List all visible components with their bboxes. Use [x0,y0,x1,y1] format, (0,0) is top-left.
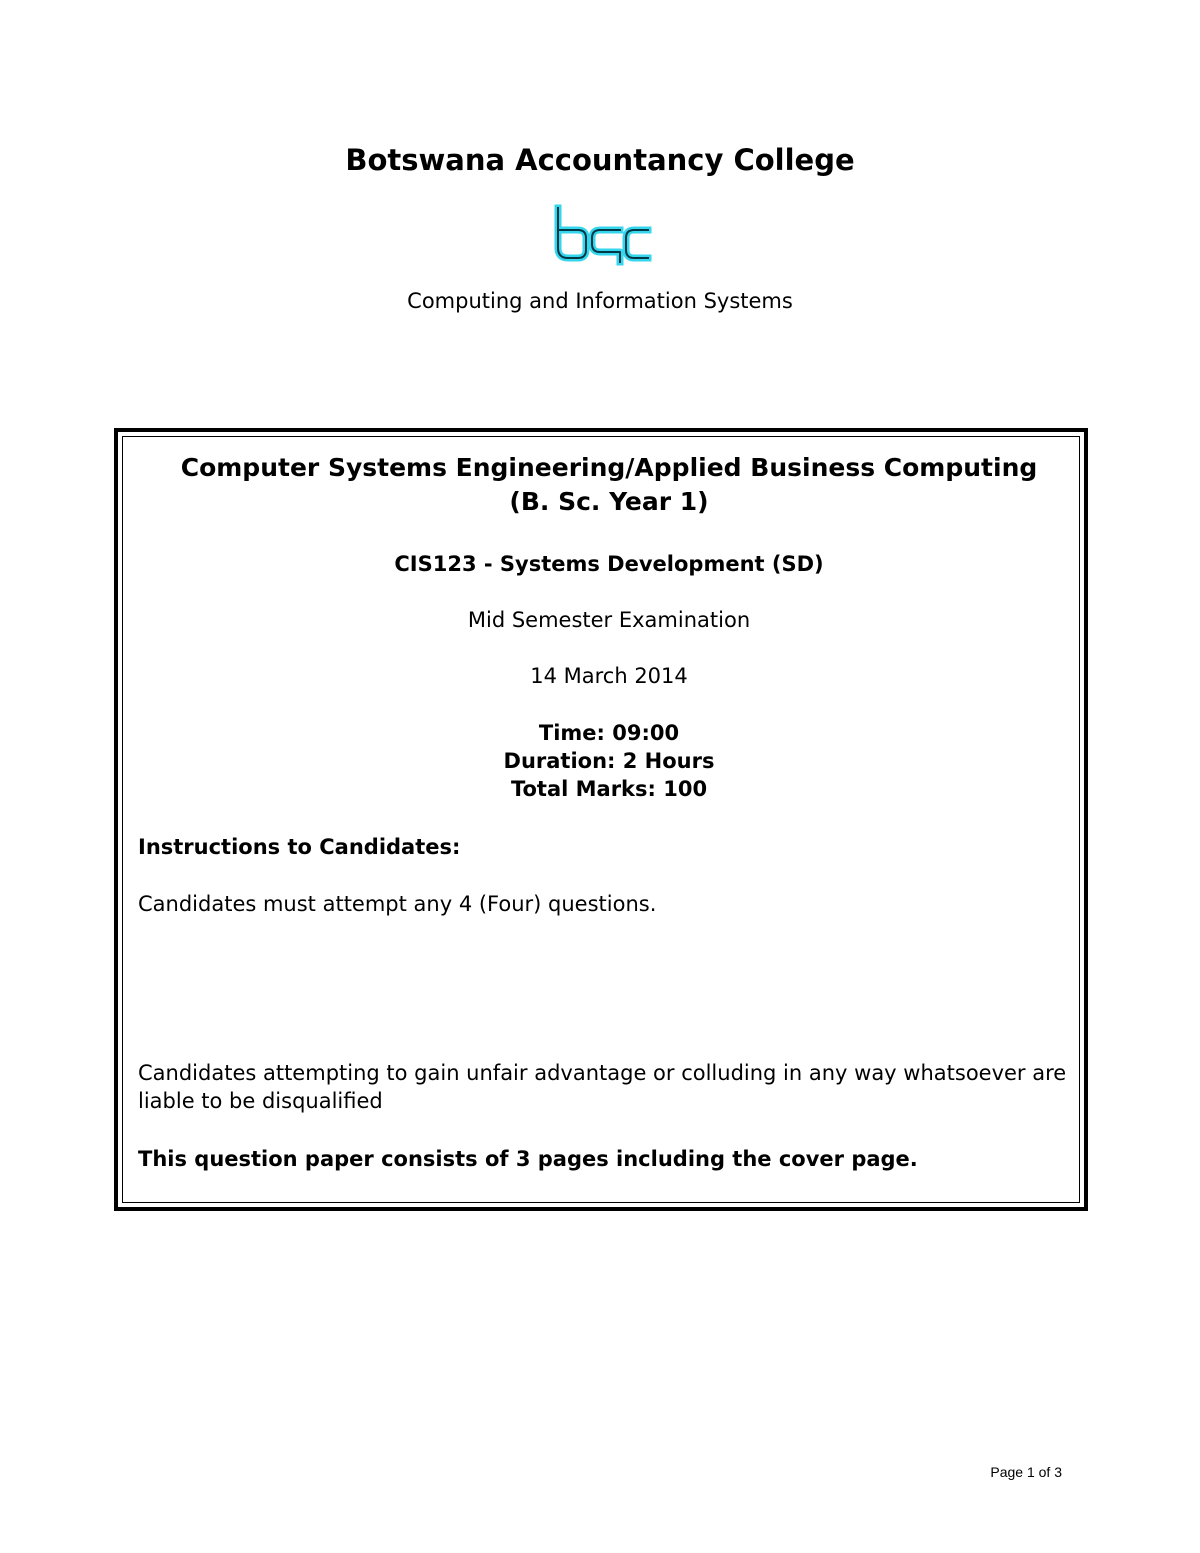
pages-note: This question paper consists of 3 pages including the cover page. [138,1147,918,1171]
exam-time: Time: 09:00 [538,721,680,745]
exam-type: Mid Semester Examination [467,608,751,632]
warning-line-1: Candidates attempting to gain unfair advantage or colluding in any way whatsoever are [138,1061,1067,1085]
college-title: Botswana Accountancy College [345,143,855,177]
exam-meta [123,719,1095,803]
course-title: CIS123 - Systems Development (SD) [394,552,824,576]
programme-title-line-1: Computer Systems Engineering/Applied Business Computing [180,453,1038,482]
exam-total-marks: Total Marks: 100 [510,777,708,801]
exam-details-inner-border [122,436,1080,1203]
exam-date: 14 March 2014 [530,664,688,688]
exam-duration: Duration: 2 Hours [503,749,715,773]
page-number: Page 1 of 3 [990,1464,1062,1480]
warning-text [138,1059,1078,1115]
bac-logo [548,204,652,266]
department-name: Computing and Information Systems [407,289,793,313]
instruction-text: Candidates must attempt any 4 (Four) questions. [138,892,657,916]
exam-details-box [114,428,1088,1211]
programme-title [123,451,1095,519]
programme-title-line-2: (B. Sc. Year 1) [509,487,709,516]
warning-line-2: liable to be disqualified [138,1089,383,1113]
instructions-heading: Instructions to Candidates: [138,835,461,859]
